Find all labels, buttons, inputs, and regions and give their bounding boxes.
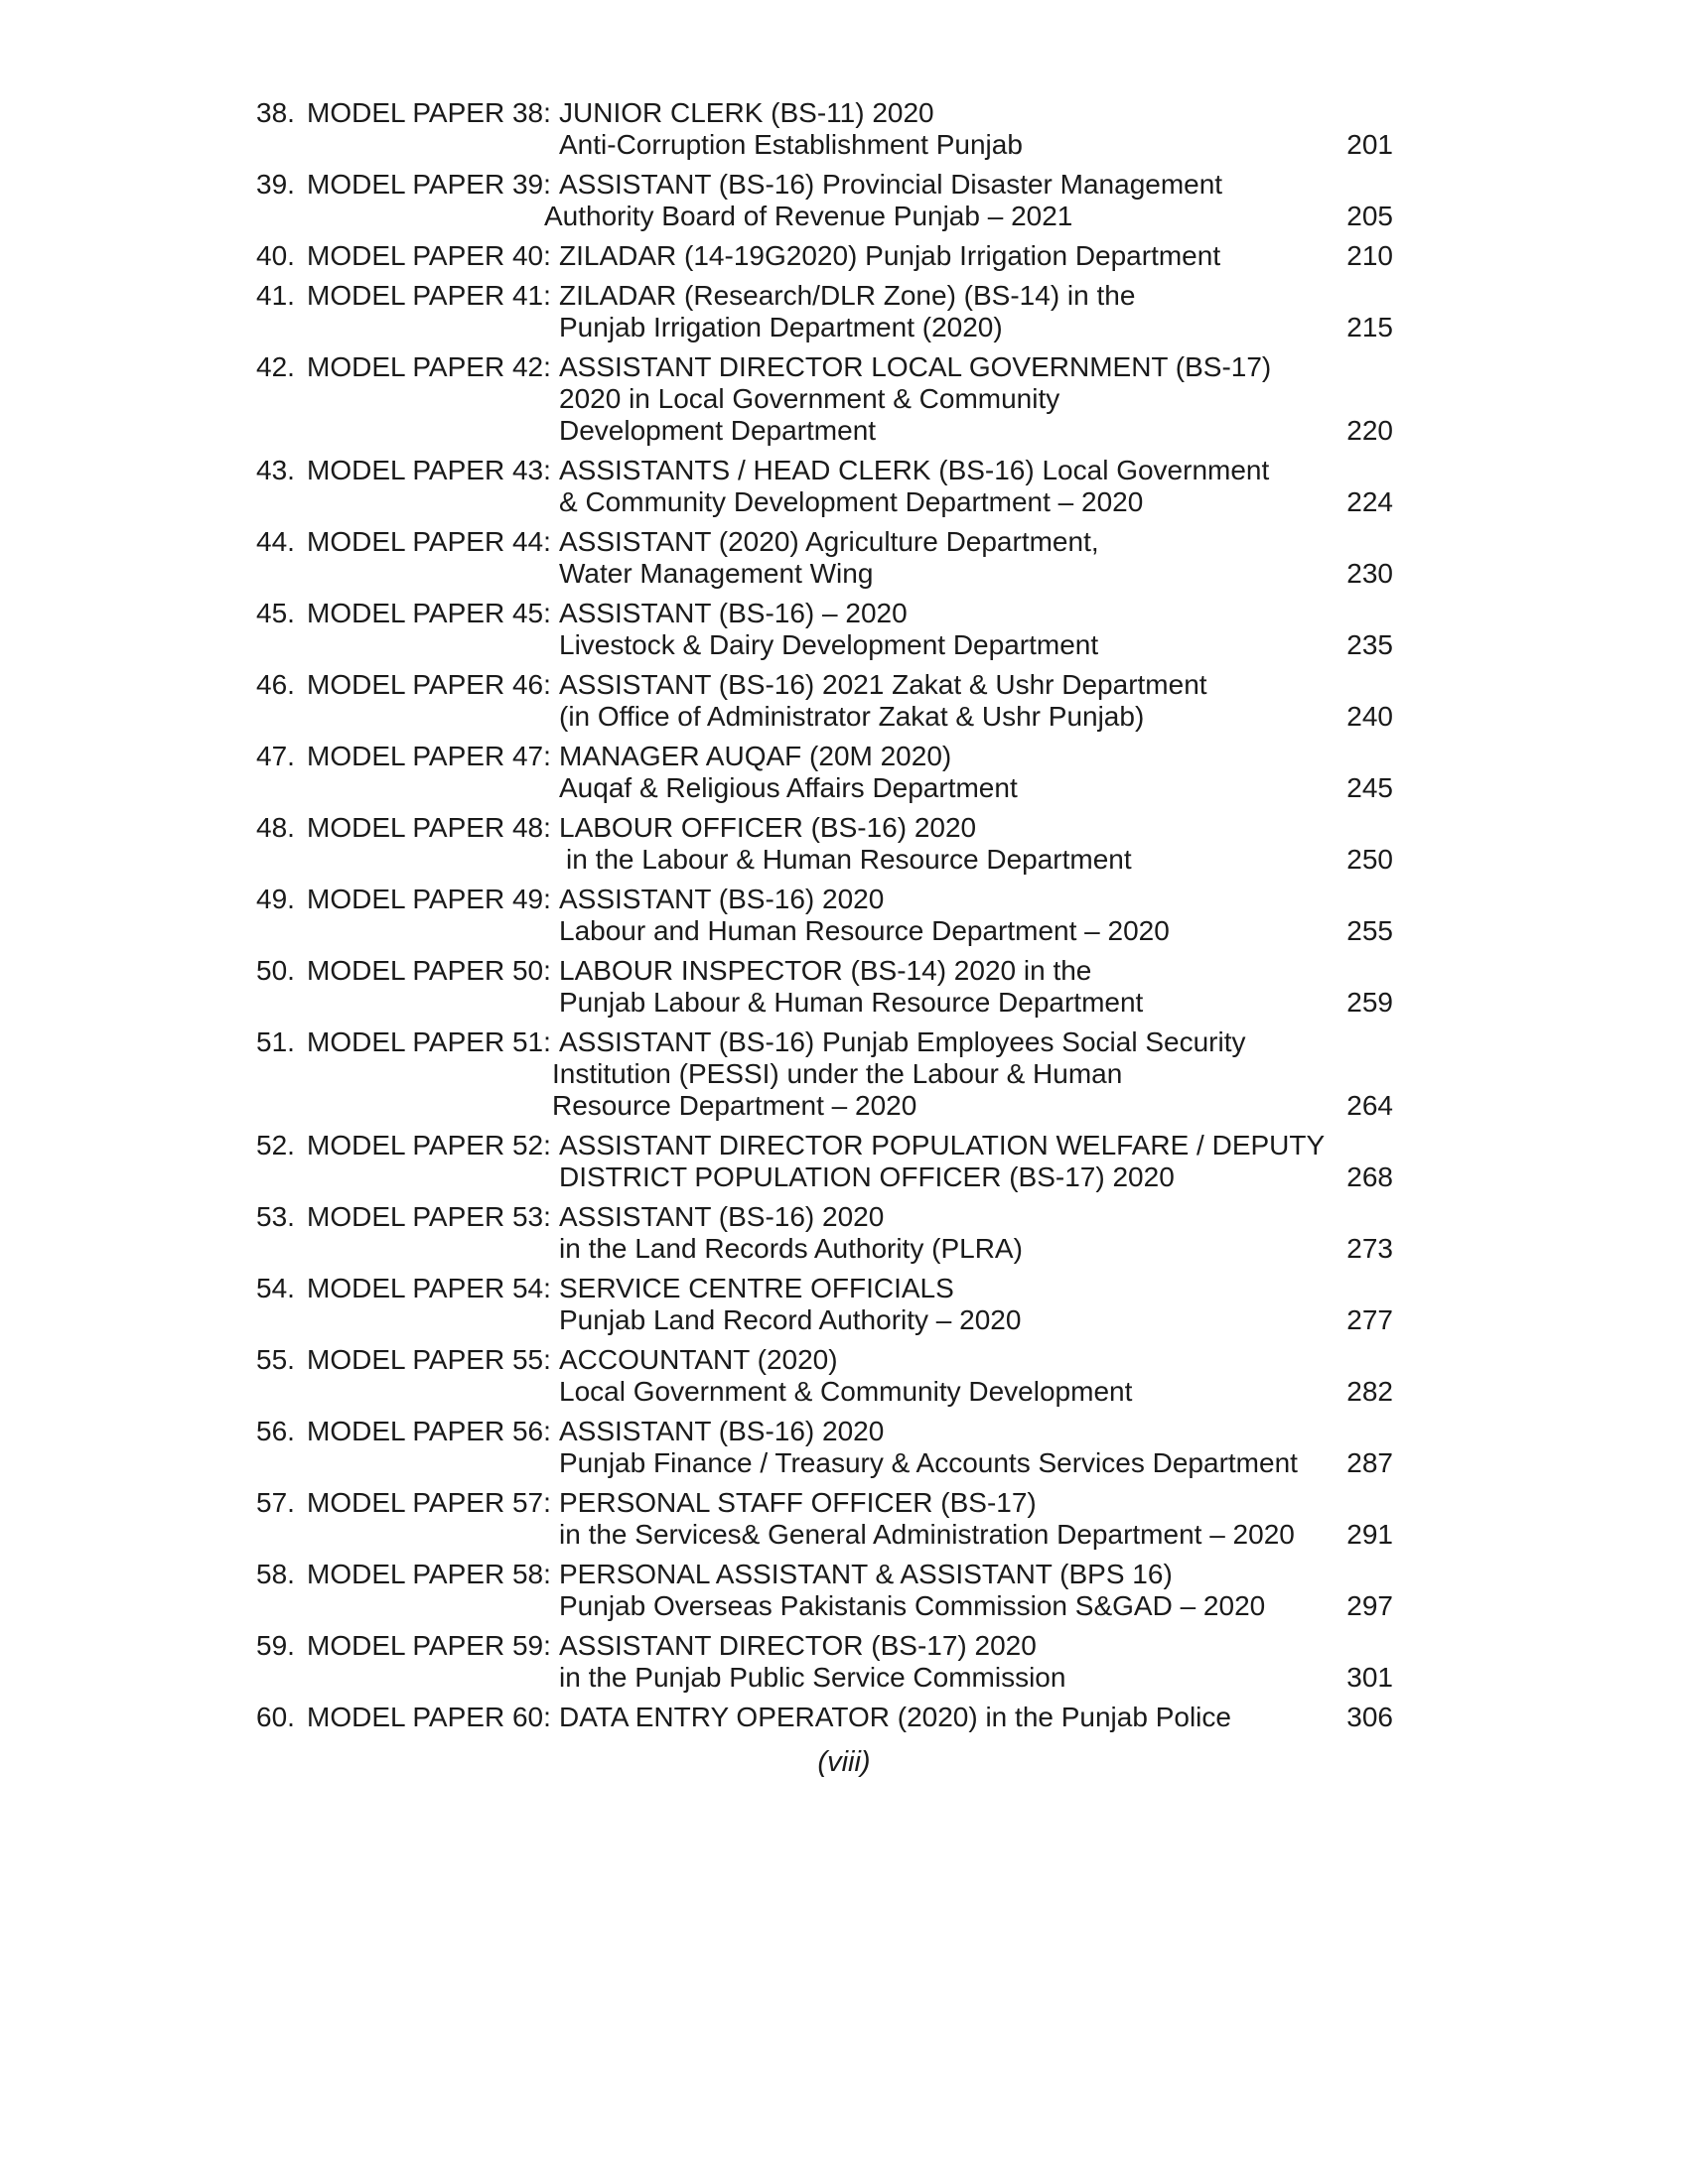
toc-entry: [256, 598, 1393, 661]
toc-entry-page-number: 255: [1346, 915, 1393, 946]
toc-entry-page-number: 245: [1346, 772, 1393, 803]
toc-entry-heading: MODEL PAPER 58:: [307, 1559, 551, 1589]
toc-entry-number: 53.: [256, 1201, 295, 1232]
toc-entry-title-line: JUNIOR CLERK (BS-11) 2020: [559, 97, 934, 128]
toc-entry: [256, 1702, 1393, 1733]
toc-entry-number: 46.: [256, 669, 295, 700]
toc-entry-number: 39.: [256, 169, 295, 200]
toc-entry-title-line: & Community Development Department – 2020: [559, 486, 1144, 517]
toc-entry-number: 59.: [256, 1630, 295, 1661]
toc-entry: [256, 169, 1393, 232]
toc-entry-number: 57.: [256, 1487, 295, 1518]
toc-entry-page-number: 240: [1346, 701, 1393, 732]
toc-entry-title-line: SERVICE CENTRE OFFICIALS: [559, 1273, 954, 1303]
toc-entry-number: 45.: [256, 598, 295, 628]
toc-entry-page-number: 273: [1346, 1233, 1393, 1264]
toc-entry-heading: MODEL PAPER 49:: [307, 884, 551, 914]
toc-entry-page-number: 259: [1346, 987, 1393, 1018]
toc-entry-title-line: Punjab Finance / Treasury & Accounts Services Department: [559, 1447, 1298, 1478]
toc-entry-heading: MODEL PAPER 51:: [307, 1026, 551, 1057]
toc-entry: [256, 812, 1393, 876]
toc-entry-heading: MODEL PAPER 44:: [307, 526, 551, 557]
toc-entry-title-line: LABOUR OFFICER (BS-16) 2020: [559, 812, 977, 843]
toc-entry-title-line: Punjab Irrigation Department (2020): [559, 312, 1003, 342]
toc-entry-title-line: Punjab Overseas Pakistanis Commission S&GAD – 2020: [559, 1590, 1266, 1621]
toc-entry: [256, 669, 1393, 733]
toc-entry-heading: MODEL PAPER 56:: [307, 1416, 551, 1446]
toc-entry-title-line: ASSISTANT (BS-16) 2020: [559, 884, 885, 914]
toc-entry-heading: MODEL PAPER 43:: [307, 455, 551, 485]
toc-entry: [256, 884, 1393, 947]
toc-entry-number: 43.: [256, 455, 295, 485]
toc-entry-heading: MODEL PAPER 42:: [307, 351, 551, 382]
toc-entry-title-line: in the Services& General Administration Department – 2020: [559, 1519, 1295, 1550]
toc-entry-title-line: in the Punjab Public Service Commission: [559, 1662, 1066, 1693]
toc-entry-heading: MODEL PAPER 54:: [307, 1273, 551, 1303]
toc-entry-page-number: 268: [1346, 1161, 1393, 1192]
toc-entry-page-number: 230: [1346, 558, 1393, 589]
toc-entry-number: 44.: [256, 526, 295, 557]
toc-entry: [256, 280, 1393, 343]
toc-entry-page-number: 210: [1346, 240, 1393, 271]
toc-entry-title-line: DATA ENTRY OPERATOR (2020) in the Punjab Police: [559, 1702, 1231, 1732]
toc-entry-title-line: ACCOUNTANT (2020): [559, 1344, 838, 1375]
toc-entry-page-number: 224: [1346, 486, 1393, 517]
toc-entry-number: 54.: [256, 1273, 295, 1303]
toc-entry-title-line: DISTRICT POPULATION OFFICER (BS-17) 2020: [559, 1161, 1175, 1192]
toc-entry-title-line: Punjab Land Record Authority – 2020: [559, 1304, 1022, 1335]
toc-entry-page-number: 282: [1346, 1376, 1393, 1407]
toc-entry-title-line: ASSISTANT (BS-16) Punjab Employees Social Security: [559, 1026, 1246, 1057]
toc-entry-title-line: ASSISTANT (BS-16) Provincial Disaster Management: [559, 169, 1223, 200]
toc-entry-heading: MODEL PAPER 52:: [307, 1130, 551, 1160]
toc-entry-page-number: 205: [1346, 201, 1393, 231]
toc-entry-heading: MODEL PAPER 40:: [307, 240, 551, 271]
toc-entry-title-line: ASSISTANT DIRECTOR LOCAL GOVERNMENT (BS-17): [559, 351, 1272, 382]
toc-entry: [256, 1026, 1393, 1122]
toc-entry: [256, 240, 1393, 272]
toc-entry-heading: MODEL PAPER 45:: [307, 598, 551, 628]
toc-entry-title-line: ZILADAR (14-19G2020) Punjab Irrigation Department: [559, 240, 1221, 271]
toc-entry-page-number: 220: [1346, 415, 1393, 446]
toc-entry-title-line: Local Government & Community Development: [559, 1376, 1133, 1407]
toc-entry-number: 49.: [256, 884, 295, 914]
toc-entry-heading: MODEL PAPER 57:: [307, 1487, 551, 1518]
toc-entry-page-number: 201: [1346, 129, 1393, 160]
toc-entry-title-line: Water Management Wing: [559, 558, 874, 589]
toc-entry: [256, 97, 1393, 161]
toc-entry-heading: MODEL PAPER 59:: [307, 1630, 551, 1661]
toc-entry-title-line: ASSISTANT DIRECTOR (BS-17) 2020: [559, 1630, 1037, 1661]
toc-entry: [256, 1130, 1393, 1193]
toc-entry: [256, 1273, 1393, 1336]
toc-entry-title-line: 2020 in Local Government & Community: [559, 383, 1060, 414]
toc-entry-number: 40.: [256, 240, 295, 271]
table-of-contents: [256, 97, 1393, 1741]
toc-entry-title-line: Labour and Human Resource Department – 2020: [559, 915, 1170, 946]
toc-entry-title-line: Auqaf & Religious Affairs Department: [559, 772, 1018, 803]
toc-entry-title-line: in the Land Records Authority (PLRA): [559, 1233, 1023, 1264]
toc-entry-heading: MODEL PAPER 55:: [307, 1344, 551, 1375]
toc-entry: [256, 1487, 1393, 1551]
toc-entry-number: 51.: [256, 1026, 295, 1057]
toc-entry-page-number: 235: [1346, 629, 1393, 660]
toc-entry: [256, 526, 1393, 590]
toc-entry-page-number: 297: [1346, 1590, 1393, 1621]
toc-entry: [256, 955, 1393, 1019]
toc-entry-number: 48.: [256, 812, 295, 843]
toc-entry-title-line: MANAGER AUQAF (20M 2020): [559, 741, 952, 771]
toc-entry-title-line: ASSISTANT (BS-16) 2020: [559, 1201, 885, 1232]
toc-entry-title-line: LABOUR INSPECTOR (BS-14) 2020 in the: [559, 955, 1092, 986]
toc-entry: [256, 455, 1393, 518]
toc-entry-title-line: Institution (PESSI) under the Labour & Human: [552, 1058, 1123, 1089]
page-number: (viii): [817, 1746, 871, 1778]
toc-entry-page-number: 264: [1346, 1090, 1393, 1121]
toc-entry-title-line: PERSONAL ASSISTANT & ASSISTANT (BPS 16): [559, 1559, 1173, 1589]
toc-entry-title-line: in the Labour & Human Resource Department: [566, 844, 1132, 875]
toc-entry-page-number: 301: [1346, 1662, 1393, 1693]
toc-entry-title-line: Resource Department – 2020: [552, 1090, 917, 1121]
toc-entry-page-number: 215: [1346, 312, 1393, 342]
toc-entry-heading: MODEL PAPER 39:: [307, 169, 551, 200]
toc-entry-number: 42.: [256, 351, 295, 382]
toc-entry-title-line: ZILADAR (Research/DLR Zone) (BS-14) in the: [559, 280, 1136, 311]
toc-entry-page-number: 250: [1346, 844, 1393, 875]
toc-entry-heading: MODEL PAPER 48:: [307, 812, 551, 843]
toc-entry-title-line: Livestock & Dairy Development Department: [559, 629, 1099, 660]
toc-entry-title-line: (in Office of Administrator Zakat & Ushr Punjab): [559, 701, 1145, 732]
toc-entry-title-line: Authority Board of Revenue Punjab – 2021: [544, 201, 1073, 231]
toc-entry-number: 56.: [256, 1416, 295, 1446]
toc-entry-number: 50.: [256, 955, 295, 986]
toc-entry-heading: MODEL PAPER 38:: [307, 97, 551, 128]
toc-entry: [256, 1630, 1393, 1694]
toc-entry-title-line: PERSONAL STAFF OFFICER (BS-17): [559, 1487, 1037, 1518]
toc-entry-heading: MODEL PAPER 41:: [307, 280, 551, 311]
toc-entry-number: 55.: [256, 1344, 295, 1375]
toc-entry: [256, 741, 1393, 804]
toc-entry-number: 58.: [256, 1559, 295, 1589]
toc-entry: [256, 1344, 1393, 1408]
toc-entry-title-line: ASSISTANT (BS-16) 2021 Zakat & Ushr Department: [559, 669, 1207, 700]
toc-entry-title-line: ASSISTANTS / HEAD CLERK (BS-16) Local Government: [559, 455, 1270, 485]
toc-entry: [256, 1559, 1393, 1622]
toc-entry-title-line: ASSISTANT DIRECTOR POPULATION WELFARE / DEPUTY: [559, 1130, 1326, 1160]
toc-entry-title-line: ASSISTANT (2020) Agriculture Department,: [559, 526, 1099, 557]
toc-entry-page-number: 277: [1346, 1304, 1393, 1335]
toc-entry-number: 38.: [256, 97, 295, 128]
toc-entry-number: 52.: [256, 1130, 295, 1160]
toc-entry-title-line: ASSISTANT (BS-16) – 2020: [559, 598, 908, 628]
toc-entry-page-number: 306: [1346, 1702, 1393, 1732]
toc-entry-number: 47.: [256, 741, 295, 771]
toc-entry-title-line: ASSISTANT (BS-16) 2020: [559, 1416, 885, 1446]
toc-entry-title-line: Anti-Corruption Establishment Punjab: [559, 129, 1023, 160]
toc-entry-heading: MODEL PAPER 50:: [307, 955, 551, 986]
toc-entry: [256, 351, 1393, 447]
toc-entry-page-number: 287: [1346, 1447, 1393, 1478]
toc-entry-heading: MODEL PAPER 47:: [307, 741, 551, 771]
toc-entry-heading: MODEL PAPER 46:: [307, 669, 551, 700]
toc-entry-number: 41.: [256, 280, 295, 311]
toc-entry: [256, 1416, 1393, 1479]
toc-entry-title-line: Punjab Labour & Human Resource Department: [559, 987, 1144, 1018]
toc-entry-number: 60.: [256, 1702, 295, 1732]
toc-entry-title-line: Development Department: [559, 415, 877, 446]
toc-entry-heading: MODEL PAPER 53:: [307, 1201, 551, 1232]
toc-entry-page-number: 291: [1346, 1519, 1393, 1550]
toc-entry-heading: MODEL PAPER 60:: [307, 1702, 551, 1732]
toc-entry: [256, 1201, 1393, 1265]
